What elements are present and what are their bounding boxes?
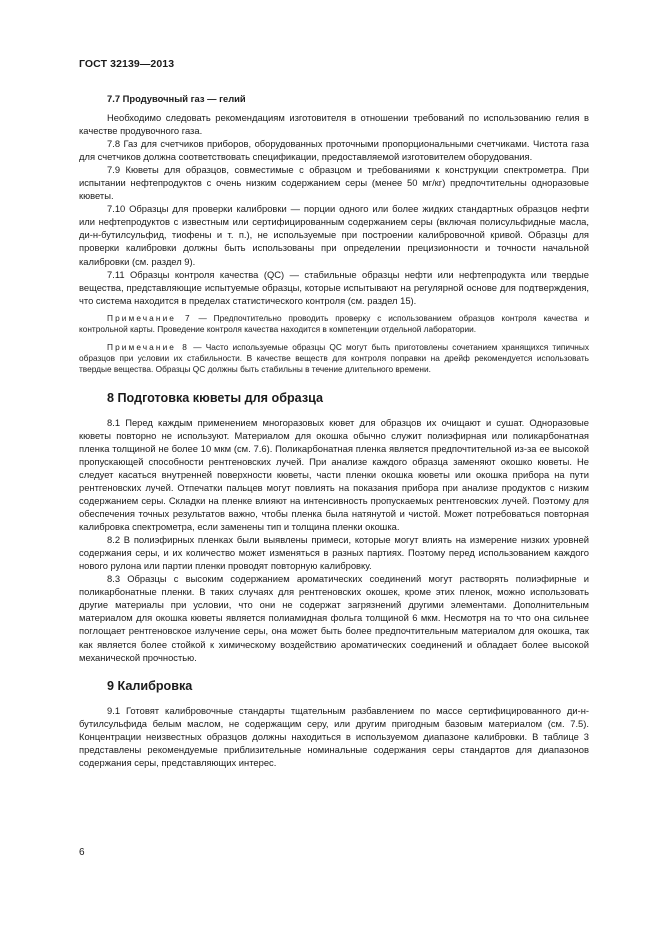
paragraph: 8.2 В полиэфирных пленках были выявлены примеси, которые могут влиять на измерение низких уровней содержания серы, и их количество может изменяться в разных партиях. Поэтому перед использованием каждого нового рулона или партии пленки проводят повторную калибровку. [79, 534, 589, 572]
paragraph: Необходимо следовать рекомендациям изготовителя в отношении требований по использованию гелия в качестве продувочного газа. [79, 112, 589, 137]
page-number: 6 [79, 847, 85, 858]
note-8 [79, 342, 589, 376]
note-text: — Часто используемые образцы QC могут быть приготовлены сочетанием хранящихся типичных образцов при условии их стабильности. В качестве веществ для контроля поправки на дрейф рекомендуется использовать твердые вещества. Образцы QC должны быть стабильны в течение длительного времени. [79, 341, 589, 375]
subsection-heading-7-7: 7.7 Продувочный газ — гелий [107, 93, 246, 104]
section-heading-8: 8 Подготовка кюветы для образца [107, 390, 323, 405]
document-body [79, 92, 589, 769]
section-heading-9: 9 Калибровка [107, 678, 193, 693]
paragraph: 8.1 Перед каждым применением многоразовых кювет для образцов их очищают и сушат. Одноразовые кюветы повторно не используют. Материалом для окошка обычно служит полиэфирная или поликарбонатная пленка толщиной не более 10 мкм (см. 7.6). Поликарбонатная пленка является предпочтительной из-за ее высокой пропускающей способности рентгеновских лучей. При анализе каждого образца заменяют окошко кюветы. Не следует касаться внутренней поверхности кюветы, части пленки окошка кюветы или окошка прибора на пути рентгеновских лучей. Отпечатки пальцев могут повлиять на показания прибора при анализе продуктов с низким содержанием серы. Складки на пленке влияют на интенсивность пропускаемых рентгеновских лучей. Поэтому для обеспечения точных результатов важно, чтобы пленка была натянутой и чистой. Может потребоваться повторная калибровка спектрометра, если заменены тип и толщина пленки окошка. [79, 416, 589, 533]
note-label: Примечание 8 [107, 341, 190, 352]
note-text: — Предпочтительно проводить проверку с использованием образцов контроля качества и контрольной карты. Проведение контроля качества находится в компетенции отдельной лаборатории. [79, 312, 589, 335]
note-label: Примечание 7 [107, 312, 192, 323]
paragraph: 7.8 Газ для счетчиков приборов, оборудованных проточными пропорциональными счетчиками. Чистота газа для счетчиков должна соответствовать спецификации, предоставляемой изготовителем оборудования. [79, 138, 589, 163]
paragraph: 8.3 Образцы с высоким содержанием ароматических соединений могут растворять полиэфирные и поликарбонатные пленки. В таких случаях для рентгеновских окошек, кроме этих пленок, можно использовать другие материалы при условии, что они не содержат загрязнений другими элементами. Дополнительным материалом для окошка кюветы является полиамидная фольга толщиной 6 мкм. Несмотря на то что она сильнее поглощает рентгеновское излучение серы, она может быть более предпочтительным материалом для окошка, так как является более стойкой к химическому воздействию ароматических соединений и обладает более высокой механической прочностью. [79, 573, 589, 663]
note-7 [79, 313, 589, 336]
paragraph: 9.1 Готовят калибровочные стандарты тщательным разбавлением по массе сертифицированного ди-н-бутилсульфида белым маслом, не содержащим серу, или другим пригодным базовым материалом (см. 7.5). Концентрации неизвестных образцов должны находиться в используемом диапазоне калибровки. В таблице 3 представлены рекомендуемые приблизительные номинальные содержания серы стандартов для диапазонов содержания серы, представляющих интерес. [79, 704, 589, 768]
paragraph: 7.9 Кюветы для образцов, совместимые с образцом и требованиями к конструкции спектрометра. При испытании нефтепродуктов с очень низким содержанием серы (менее 50 мг/кг) предпочтительны одноразовые кюветы. [79, 164, 589, 202]
paragraph: 7.11 Образцы контроля качества (QC) — стабильные образцы нефти или нефтепродукта или твердые вещества, представляющие испытуемые образцы, которые испытывают на регулярной основе для подтверждения, что система находится в пределах статистического контроля (см. раздел 15). [79, 268, 589, 306]
paragraph: 7.10 Образцы для проверки калибровки — порции одного или более жидких стандартных образцов нефти или нефтепродуктов с известным или сертифицированным содержанием серы (включая полисульфидные масла, ди-н-бутилсульфид, тиофены и т. п.), не используемые при построении калибровочной кривой. Образцы для проверки калибровки должны быть использованы при определении прецизионности и точности начальной калибровки (см. раздел 9). [79, 203, 589, 267]
document-header: ГОСТ 32139—2013 [79, 58, 175, 70]
